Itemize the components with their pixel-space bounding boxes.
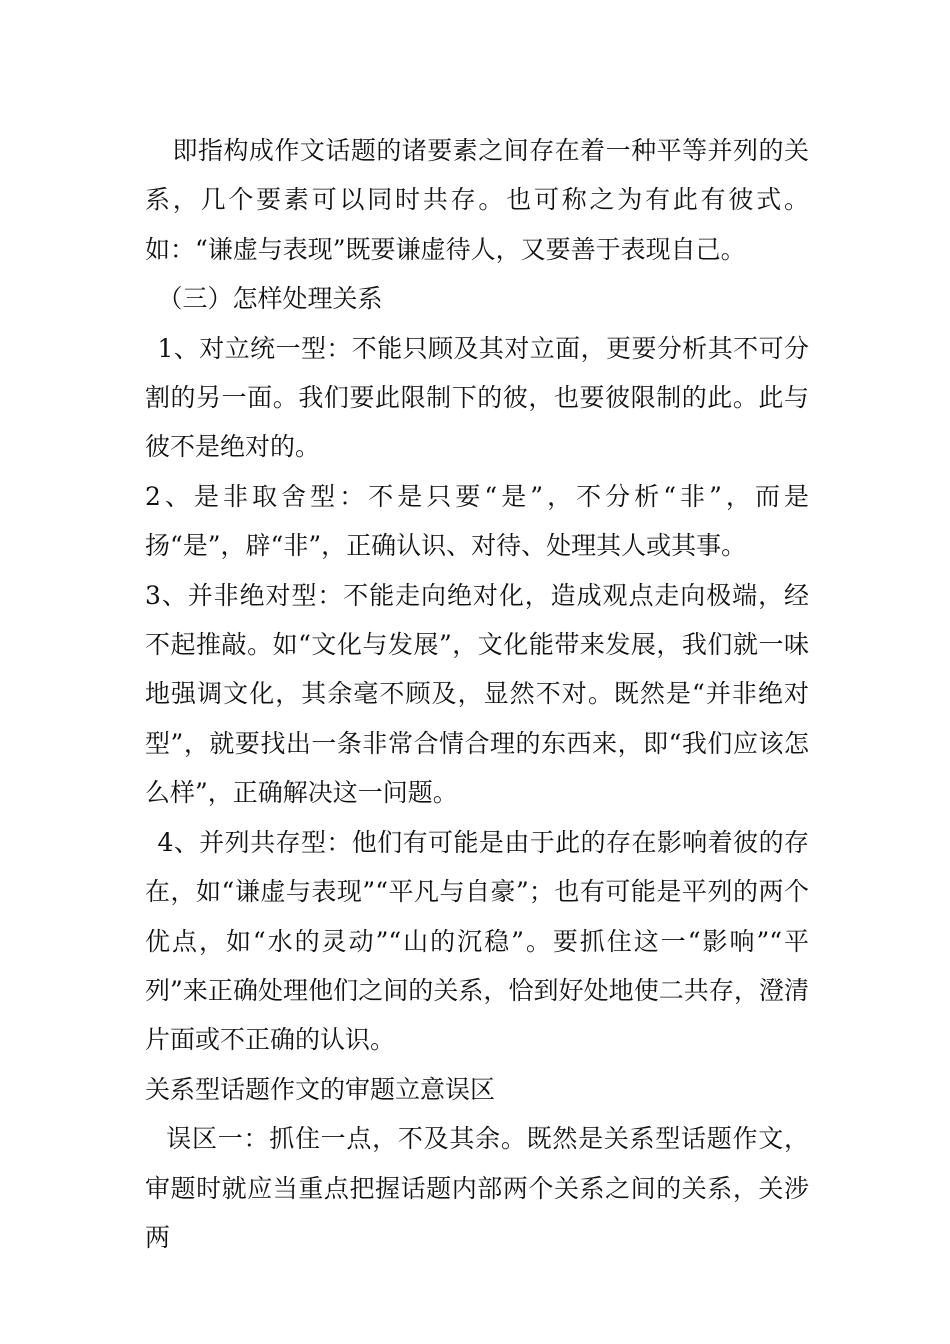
paragraph-right-wrong-choice: 2、是非取舍型：不是只要“是”，不分析“非”，而是扬“是”，辟“非”，正确认识、对待、处理其人或其事。 xyxy=(145,481,809,561)
section-heading-misconceptions: 关系型话题作文的审题立意误区 xyxy=(145,1074,496,1104)
document-body xyxy=(145,126,809,1262)
paragraph-parallel-definition: 即指构成作文话题的诸要素之间存在着一种平等并列的关系，几个要素可以同时共存。也可称之为有此有彼式。如：“谦虚与表现”既要谦虚待人，又要善于表现自己。 xyxy=(145,136,809,264)
section-heading-how-to-handle: （三）怎样处理关系 xyxy=(157,284,383,314)
paragraph-not-absolute: 3、并非绝对型：不能走向绝对化，造成观点走向极端，经不起推敲。如“文化与发展”，文化能带来发展，我们就一味地强调文化，其余毫不顾及，显然不对。既然是“并非绝对型”，就要找出一条非常合情合理的东西来，即“我们应该怎么样”，正确解决这一问题。 xyxy=(145,580,809,808)
paragraph-unity-of-opposites: 1、对立统一型：不能只顾及其对立面，更要分析其不可分割的另一面。我们要此限制下的彼，也要彼限制的此。此与彼不是绝对的。 xyxy=(145,333,809,462)
paragraph-parallel-coexistence: 4、并列共存型：他们有可能是由于此的存在影响着彼的存在，如“谦虚与表现”“平凡与自豪”；也有可能是平列的两个优点，如“水的灵动”“山的沉稳”。要抓住这一“影响”“平列”来正确处理他们之间的关系，恰到好处地使二共存，澄清片面或不正确的认识。 xyxy=(145,827,809,1055)
paragraph-misconception-one: 误区一：抓住一点，不及其余。既然是关系型话题作文，审题时就应当重点把握话题内部两个关系之间的关系，关涉两 xyxy=(145,1124,809,1252)
